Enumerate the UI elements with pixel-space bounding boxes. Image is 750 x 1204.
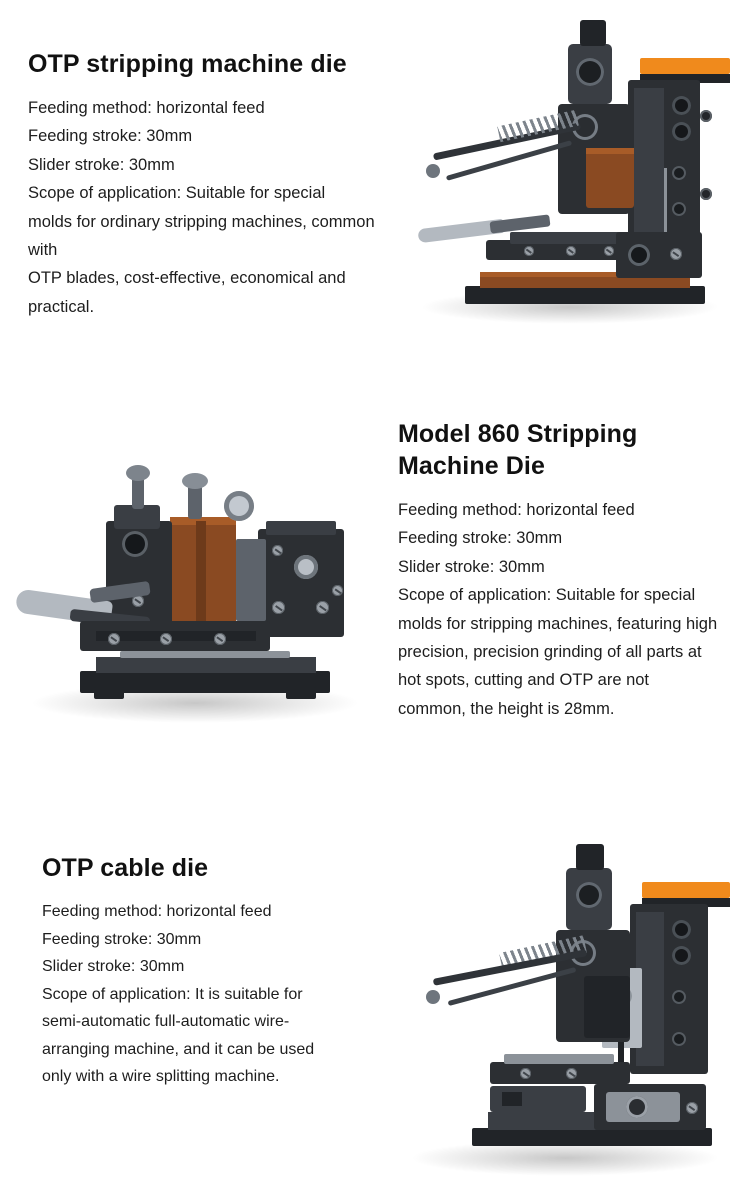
product-image-model-860-stripping-machine-die xyxy=(10,435,390,755)
section-1-image-column xyxy=(400,0,750,400)
spec-line-feeding-stroke: Feeding stroke: 30mm xyxy=(28,127,193,146)
spec-line-scope-4: only with a wire splitting machine. xyxy=(42,1068,280,1086)
spec-line-feeding-method: Feeding method: horizontal feed xyxy=(398,501,635,519)
spec-line-slider-stroke: Slider stroke: 30mm xyxy=(42,958,185,976)
spec-line-feeding-method: Feeding method: horizontal feed xyxy=(28,99,265,117)
spec-line-scope-3: OTP blades, cost-effective, economical and practical. xyxy=(28,269,346,316)
spec-line-scope-2: semi-automatic full-automatic wire- xyxy=(42,1013,290,1031)
section-2-image-column xyxy=(0,400,390,820)
section-3-text-column xyxy=(0,820,400,1204)
spec-line-feeding-method: Feeding method: horizontal feed xyxy=(42,903,272,920)
product-section-otp-cable-die xyxy=(0,820,750,1204)
spec-line-feeding-stroke: Feeding stroke: 30mm xyxy=(42,930,202,948)
spec-line-scope-1: Scope of application: Suitable for special xyxy=(398,586,696,605)
spec-line-scope-3: arranging machine, and it can be used xyxy=(42,1040,315,1058)
product-image-otp-stripping-machine-die xyxy=(390,18,740,348)
product-section-otp-stripping-machine-die xyxy=(0,0,750,400)
spec-line-scope-5: common, the height is 28mm. xyxy=(398,699,615,718)
spec-line-scope-1: Scope of application: It is suitable for xyxy=(42,985,303,1003)
spec-line-scope-2: molds for ordinary stripping machines, common with xyxy=(28,212,375,259)
product-image-otp-cable-die xyxy=(380,840,740,1180)
spec-line-slider-stroke: Slider stroke: 30mm xyxy=(28,155,175,174)
section-3-image-column xyxy=(400,820,750,1204)
spec-line-scope-1: Scope of application: Suitable for special xyxy=(28,184,326,203)
spec-line-scope-2: molds for stripping machines, featuring high xyxy=(398,614,718,633)
product-section-model-860-stripping-machine-die xyxy=(0,400,750,820)
section-1-text-column xyxy=(0,0,400,400)
page-title: OTP cable die xyxy=(42,854,209,882)
spec-line-feeding-stroke: Feeding stroke: 30mm xyxy=(398,529,563,548)
spec-line-slider-stroke: Slider stroke: 30mm xyxy=(398,557,545,576)
spec-line-scope-3: precision, precision grinding of all parts at xyxy=(398,642,702,661)
section-2-text-column xyxy=(390,400,750,820)
spec-line-scope-4: hot spots, cutting and OTP are not xyxy=(398,671,650,690)
page-title: OTP stripping machine die xyxy=(28,50,347,78)
page-title: Model 860 Stripping Machine Die xyxy=(398,420,638,480)
